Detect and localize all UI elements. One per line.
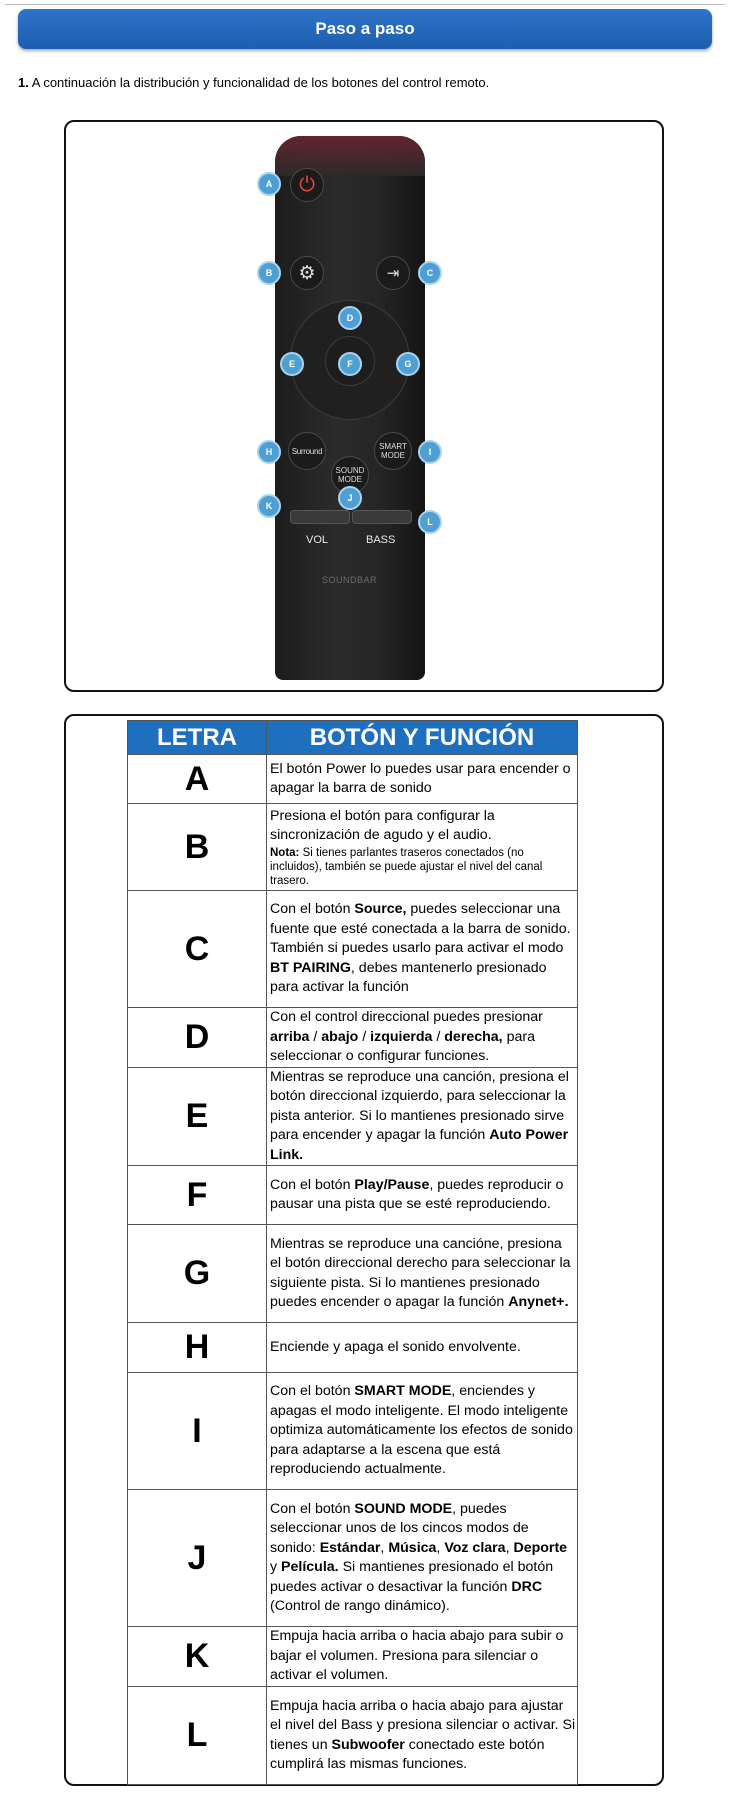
row-letter: K [128, 1627, 267, 1687]
section-header [18, 9, 712, 49]
desc-text: Con el botón [270, 901, 355, 918]
desc-text: , enciendes y apagas el modo inteligente. El modo inteligente optimiza automáticamente los efectos de sonido para adaptarse a la escena que está reproduciendo actualmente. [270, 1383, 573, 1478]
desc-text: , puedes reproducir o pausar una pista que se esté reproduciendo. [270, 1176, 564, 1212]
badge-i: I [418, 440, 442, 464]
row-letter: J [128, 1490, 267, 1627]
desc-text: Presiona el botón para configurar la sincronización de agudo y el audio. [270, 807, 495, 843]
row-letter: H [128, 1323, 267, 1373]
table-row [128, 1373, 578, 1490]
desc-bold: abajo [321, 1028, 359, 1045]
gear-icon: ⚙ [298, 262, 316, 284]
note-text: Si tienes parlantes traseros conectados (no incluidos), también se puede ajustar el nivel del canal trasero. [270, 846, 543, 887]
desc-text: y [270, 1559, 282, 1575]
desc-bold: Anynet+. [508, 1294, 569, 1310]
desc-bold: DRC [511, 1578, 543, 1595]
smart-label-line1: SMART [379, 442, 407, 451]
desc-bold: Play/Pause [354, 1176, 430, 1193]
row-letter: L [128, 1687, 267, 1785]
badge-b: B [257, 261, 281, 285]
desc-bold: SOUND MODE [354, 1500, 453, 1517]
desc-text: Empuja hacia arriba o hacia abajo para ajustar el nivel del Bass y presiona silenciar o activar. Si tienes un [270, 1697, 576, 1753]
desc-bold: Voz clara [444, 1539, 506, 1556]
badge-j: J [338, 486, 362, 510]
source-button-illustration [376, 256, 410, 290]
desc-text: / [309, 1028, 322, 1045]
desc-bold: arriba [270, 1028, 310, 1045]
row-description [267, 1067, 578, 1166]
desc-text: Con el botón [270, 1383, 355, 1400]
smart-label-line2: MODE [380, 451, 405, 460]
sound-label-line2: MODE [337, 475, 362, 484]
badge-a: A [257, 172, 281, 196]
button-function-table [127, 720, 578, 1785]
badge-e: E [280, 352, 304, 376]
desc-text: , puedes seleccionar unos de los cincos modos de sonido: [270, 1500, 529, 1556]
desc-bold: Deporte [513, 1539, 568, 1556]
desc-text: El botón Power lo puedes usar para encender o apagar la barra de sonido [270, 760, 571, 796]
badge-d: D [338, 306, 362, 330]
table-row [128, 1067, 578, 1166]
row-letter: G [128, 1225, 267, 1323]
desc-text: Mientras se reproduce una canción, presiona el botón direccional izquierdo, para seleccionar la pista anterior. Si lo mantienes presionado sirve para encender y apagar la función [270, 1068, 569, 1143]
table-row [128, 1225, 578, 1323]
row-description [267, 1490, 578, 1627]
table-row [128, 1490, 578, 1627]
desc-bold: derecha, [444, 1028, 503, 1045]
row-description [267, 755, 578, 804]
smart-mode-label [379, 442, 407, 460]
smart-mode-button-illustration [374, 432, 412, 470]
vol-label: VOL [306, 534, 329, 546]
table-row [128, 1008, 578, 1068]
sound-label-line1: SOUND [335, 466, 365, 475]
desc-bold: Source, [354, 901, 407, 918]
badge-g: G [396, 352, 420, 376]
sound-mode-label [336, 466, 365, 484]
desc-text: Mientras se reproduce una cancióne, presiona el botón direccional derecho para seleccionar la siguiente pista. Si lo mantienes presionado puedes encender o apagar la función [270, 1235, 571, 1310]
row-description [267, 804, 578, 891]
desc-bold: Película. [281, 1559, 339, 1575]
power-button-illustration [290, 168, 324, 202]
desc-bold: Auto Power Link. [270, 1127, 569, 1163]
desc-bold: BT PAIRING [270, 959, 351, 976]
desc-text: Enciende y apaga el sonido envolvente. [270, 1338, 521, 1355]
table-row [128, 1687, 578, 1785]
settings-button-illustration [290, 256, 324, 290]
desc-bold: Música [388, 1539, 437, 1556]
badge-h: H [257, 440, 281, 464]
desc-text: , [380, 1539, 389, 1556]
desc-text: para seleccionar o configurar funciones. [270, 1028, 535, 1064]
desc-text: Si mantienes presionado el botón puedes activar o desactivar la función [270, 1559, 554, 1595]
desc-bold: Estándar [319, 1539, 381, 1556]
surround-button-illustration [288, 432, 326, 470]
desc-bold: SMART MODE [354, 1383, 452, 1400]
table-header-row [128, 721, 578, 755]
column-header-letter: LETRA [128, 721, 267, 755]
row-letter: A [128, 755, 267, 804]
step-number: 1. [18, 75, 29, 90]
desc-text: conectado este botón cumplirá las mismas funciones. [270, 1736, 545, 1772]
row-letter: I [128, 1373, 267, 1490]
row-description [267, 891, 578, 1008]
badge-l: L [418, 510, 442, 534]
desc-text: (Control de rango dinámico). [270, 1598, 450, 1614]
desc-text: Con el control direccional puedes presionar [270, 1009, 543, 1025]
desc-text: Con el botón [270, 1500, 355, 1517]
desc-text: , [505, 1539, 514, 1556]
desc-bold: Subwoofer [331, 1736, 405, 1753]
intro-paragraph [18, 75, 489, 90]
desc-text: / [358, 1028, 371, 1045]
row-description [267, 1373, 578, 1490]
input-source-icon: ⇥ [386, 265, 400, 282]
row-description [267, 1166, 578, 1225]
desc-text: , [436, 1539, 445, 1556]
badge-c: C [418, 261, 442, 285]
row-description [267, 1687, 578, 1785]
brand-label: SOUNDBAR [322, 575, 378, 585]
desc-text: puedes seleccionar una fuente que esté conectada a la barra de sonido. También si puedes usarlo para activar el modo [270, 901, 571, 957]
table-row [128, 755, 578, 804]
note-label: Nota: [270, 846, 300, 859]
row-letter: F [128, 1166, 267, 1225]
row-description [267, 1627, 578, 1687]
badge-f: F [338, 352, 362, 376]
row-letter: C [128, 891, 267, 1008]
surround-label: Surround [291, 446, 323, 456]
badge-k: K [257, 494, 281, 518]
row-description [267, 1323, 578, 1373]
desc-bold: izquierda [370, 1028, 433, 1045]
section-title: Paso a paso [315, 19, 415, 38]
table-row [128, 1627, 578, 1687]
table-row [128, 1323, 578, 1373]
note [270, 846, 576, 888]
row-letter: E [128, 1067, 267, 1166]
desc-text: , debes mantenerlo presionado para activar la función [270, 959, 547, 996]
column-header-function: BOTÓN Y FUNCIÓN [267, 721, 578, 755]
table-row [128, 804, 578, 891]
desc-text: / [432, 1028, 445, 1045]
desc-text: Con el botón [270, 1176, 355, 1193]
power-icon: ⏻ [299, 173, 315, 196]
row-description [267, 1225, 578, 1323]
top-divider [5, 4, 725, 5]
row-description [267, 1008, 578, 1068]
row-letter: B [128, 804, 267, 891]
row-letter: D [128, 1008, 267, 1068]
bass-rocker-illustration [352, 510, 412, 524]
intro-text: A continuación la distribución y funcionalidad de los botones del control remoto. [31, 75, 490, 90]
volume-rocker-illustration [290, 510, 350, 524]
bass-label: BASS [366, 534, 396, 546]
desc-text: Empuja hacia arriba o hacia abajo para subir o bajar el volumen. Presiona para silenciar o activar el volumen. [270, 1628, 564, 1684]
table-row [128, 891, 578, 1008]
table-row [128, 1166, 578, 1225]
